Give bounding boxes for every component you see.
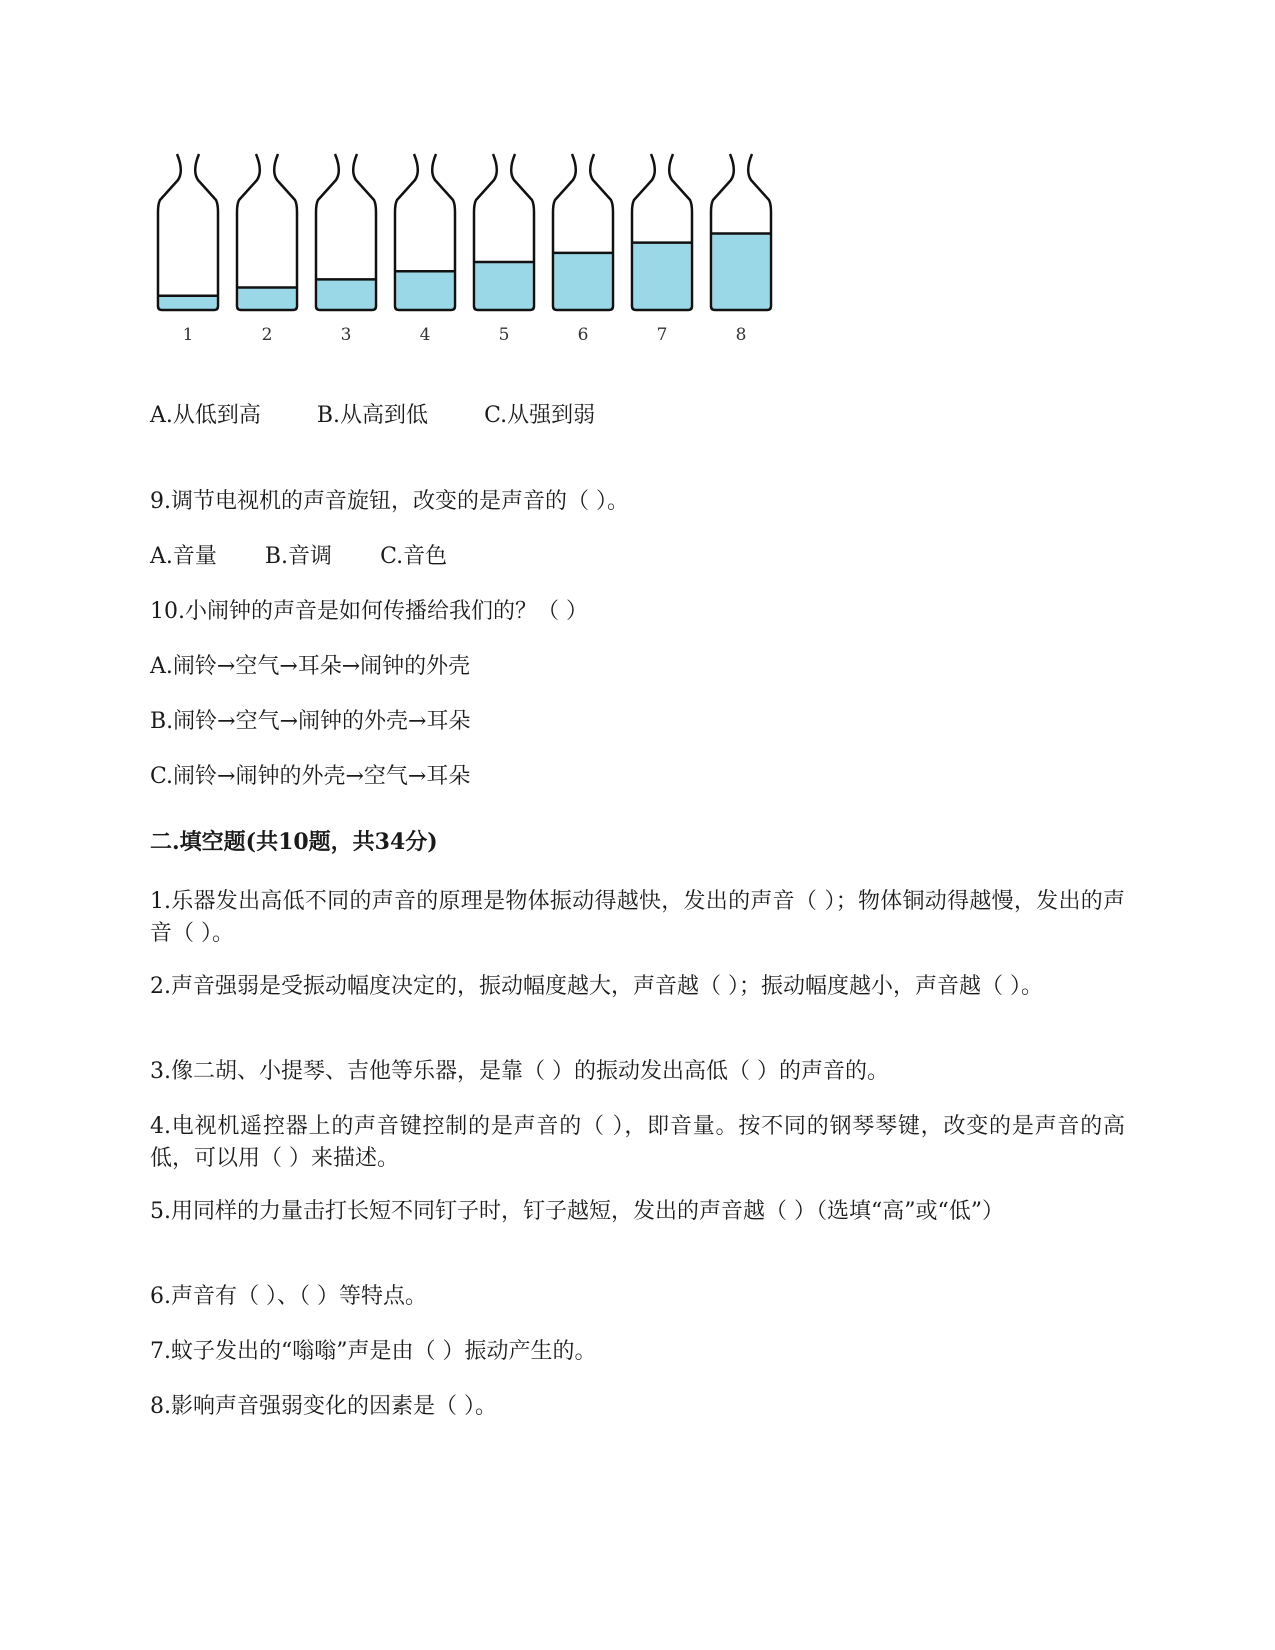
q8-option-a: A.从低到高 [150, 403, 261, 428]
water-fill-7 [634, 243, 691, 310]
q8-options [150, 400, 595, 432]
section-heading: 二.填空题(共10题，共34分) [150, 829, 438, 855]
bottles-figure [150, 150, 830, 375]
q10-option-a: A.闹铃→空气→耳朵→闹钟的外壳 [150, 654, 471, 679]
fill-item-2: 2.声音强弱是受振动幅度决定的，振动幅度越大，声音越（ ）；振动幅度越小，声音越（ ）。 [150, 974, 1043, 999]
bottle-5 [474, 154, 534, 345]
bottle-label-4: 4 [419, 325, 431, 345]
q9-option-c: C.音色 [380, 544, 448, 569]
fill-item-6: 6.声音有（ ）、（ ）等特点。 [150, 1284, 427, 1309]
water-fill-8 [713, 234, 770, 311]
q8-option-c: C.从强到弱 [484, 403, 596, 428]
bottle-outline-1 [158, 154, 218, 310]
bottle-4 [395, 154, 455, 345]
fill-item-3: 3.像二胡、小提琴、吉他等乐器，是靠（ ）的振动发出高低（ ）的声音的。 [150, 1059, 889, 1084]
bottle-6 [553, 154, 613, 345]
q9-option-a: A.音量 [150, 544, 217, 569]
bottle-label-6: 6 [577, 325, 589, 345]
water-fill-6 [555, 253, 612, 310]
bottle-label-5: 5 [498, 325, 510, 345]
q10-option-b: B.闹铃→空气→闹钟的外壳→耳朵 [150, 709, 471, 734]
q9-option-b: B.音调 [264, 544, 333, 569]
fill-item-1: 1.乐器发出高低不同的声音的原理是物体振动得越快，发出的声音（ ）；物体铜动得越慢，发出的声音（ ）。 [150, 889, 1125, 946]
q10-question: 10.小闹钟的声音是如何传播给我们的？（ ） [150, 599, 588, 624]
q10-option-c: C.闹铃→闹钟的外壳→空气→耳朵 [150, 764, 471, 789]
bottle-7 [632, 154, 692, 345]
water-fill-1 [160, 296, 217, 310]
water-fill-2 [239, 288, 296, 310]
water-fill-3 [318, 279, 375, 310]
water-fill-4 [397, 271, 454, 310]
bottle-3 [316, 154, 376, 345]
bottle-2 [237, 154, 297, 345]
bottle-label-3: 3 [340, 325, 352, 345]
bottle-label-2: 2 [261, 325, 273, 345]
bottle-label-8: 8 [735, 325, 747, 345]
bottle-label-7: 7 [656, 325, 668, 345]
water-fill-5 [476, 262, 533, 310]
q9-options [150, 541, 447, 573]
bottle-8 [711, 154, 771, 345]
fill-item-5: 5.用同样的力量击打长短不同钉子时，钉子越短，发出的声音越（ ）（选填“高”或“低”） [150, 1199, 1004, 1224]
fill-item-4: 4.电视机遥控器上的声音键控制的是声音的（ ），即音量。按不同的钢琴琴键，改变的是声音的高低，可以用（ ）来描述。 [150, 1114, 1125, 1171]
bottle-1 [158, 154, 218, 345]
bottle-label-1: 1 [182, 325, 194, 345]
q8-option-b: B.从高到低 [316, 403, 429, 428]
fill-item-8: 8.影响声音强弱变化的因素是（ ）。 [150, 1394, 497, 1419]
q9-question: 9.调节电视机的声音旋钮，改变的是声音的（ ）。 [150, 489, 629, 514]
fill-item-7: 7.蚊子发出的“嗡嗡”声是由（ ）振动产生的。 [150, 1339, 597, 1364]
